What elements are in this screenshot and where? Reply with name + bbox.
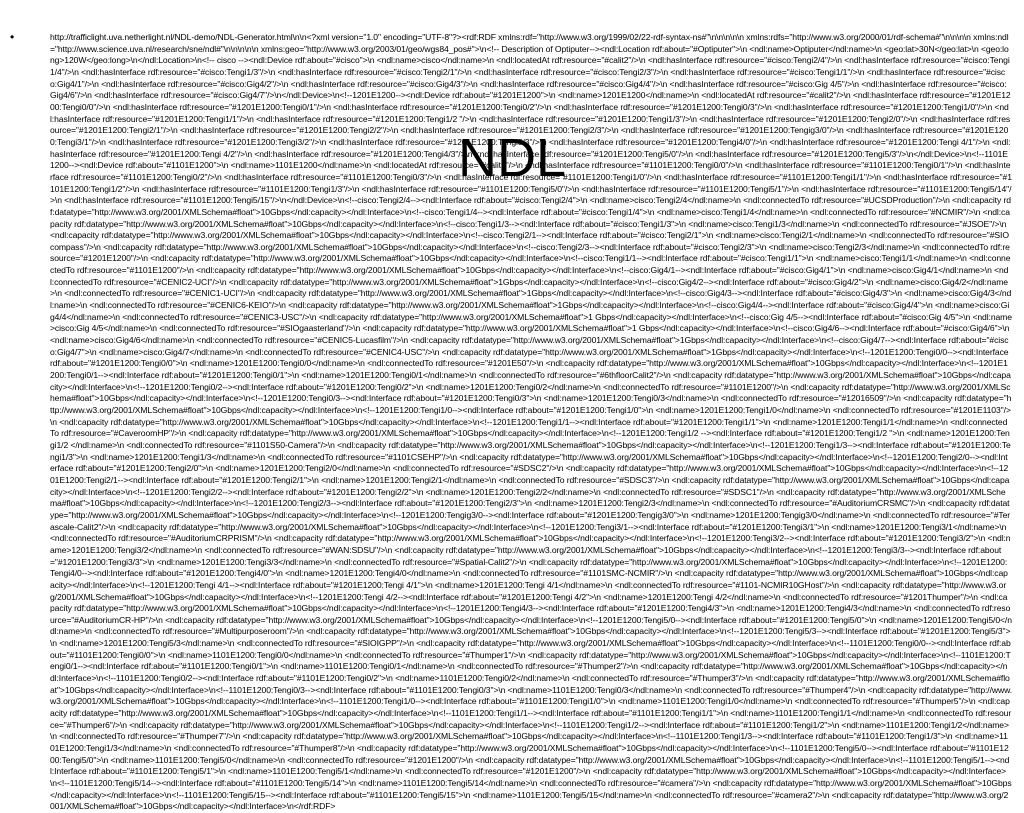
slide-title: NDL [457, 128, 567, 188]
bullet-item [8, 32, 1012, 813]
ndl-rdf-listing: http://trafficlight.uva.netherlight.nl/NDL-demo/NDL-Generator.html\n\n<?xml version="1.0" encoding="UTF-8"?><rdf:RDF xmlns:rdf="http://www.w3.org/1999/02/22-rdf-syntax-ns#"\n\n\n\n\n xmlns:rdfs="http://www.w3.org/2000/01/rdf-schema#"\n\n\n\n xmlns:ndl="http://www.science.uva.nl/research/sne/ndl#"\n\n\n\n\n xmlns:geo="http://www.w3.org/2003/01/geo/wgs84_pos#">\n<!-- Description of Optiputer--><ndl:Location rdf:about="#Optiputer">\n <ndl:name>Optiputer</ndl:name>\n <geo:lat>30N</geo:lat>\n <geo:long>120W</geo:long>\n</ndl:Location>\n<!-- cisco --><ndl:Device rdf:about="#cisco">\n <ndl:name>cisco</ndl:name>\n <ndl:locatedAt rdf:resource="#calit2"/>\n <ndl:hasInterface rdf:resource="#cisco:Tengi2/4"/>\n <ndl:hasInterface rdf:resource="#cisco:Tengi1/4"/>\n <ndl:hasInterface rdf:resource="#cisco:Tengi1/3"/>\n <ndl:hasInterface rdf:resource="#cisco:Tengi2/1"/>\n <ndl:hasInterface rdf:resource="#cisco:Tengi2/3"/>\n <ndl:hasInterface rdf:resource="#cisco:Tengi1/1"/>\n <ndl:hasInterface rdf:resource="#cisco:Gig4/1"/>\n <ndl:hasInterface rdf:resource="#cisco:Gig4/2"/>\n <ndl:hasInterface rdf:resource="#cisco:Gig4/3"/>\n <ndl:hasInterface rdf:resource="#cisco:Gig4/4"/>\n <ndl:hasInterface rdf:resource="#cisco:Gig 4/5"/>\n <ndl:hasInterface rdf:resource="#cisco:Gig4/6"/>\n <ndl:hasInterface rdf:resource="#cisco:Gig4/7"/>\n</ndl:Device>\n<!--1201E1200--><ndl:Device rdf:about="#1201E1200">\n <ndl:name>1201E1200</ndl:name>\n <ndl:locatedAt rdf:resource="#calit2"/>\n <ndl:hasInterface rdf:resource="#1201E1200:Tengi0/0"/>\n <ndl:hasInterface rdf:resource="#1201E1200:Tengi0/1"/>\n <ndl:hasInterface rdf:resource="#1201E1200:Tengi0/2"/>\n <ndl:hasInterface rdf:resource="#1201E1200:Tengi0/3"/>\n <ndl:hasInterface rdf:resource="#1201E1200:Tengi1/0"/>\n <ndl:hasInterface rdf:resource="#1201E1200:Tengi1/1"/>\n <ndl:hasInterface rdf:resource="#1201E1200:Tengi1/2 "/>\n <ndl:hasInterface rdf:resource="#1201E1200:Tengi1/3"/>\n <ndl:hasInterface rdf:resource="#1201E1200:Tengi2/0"/>\n <ndl:hasInterface rdf:resource="#1201E1200:Tengi2/1"/>\n <ndl:hasInterface rdf:resource="#1201E1200:Tengi2/2"/>\n <ndl:hasInterface rdf:resource="#1201E1200:Tengi2/3"/>\n <ndl:hasInterface rdf:resource="#1201E1200:Tengig3/0"/>\n <ndl:hasInterface rdf:resource="#1201E1200:Tengi3/1"/>\n <ndl:hasInterface rdf:resource="#1201E1200:Tengi3/2"/>\n <ndl:hasInterface rdf:resource="#1201E1200:Tengi3/3"/>\n <ndl:hasInterface rdf:resource="#1201E1200:Tengi4/0"/>\n <ndl:hasInterface rdf:resource="#1201E1200:Tengi 4/1"/>\n <ndl:hasInterface rdf:resource="#1201E1200:Tengi 4/2"/>\n <ndl:hasInterface rdf:resource="#1201E1200:Tengi4/3"/>\n <ndl:hasInterface rdf:resource="#1201E1200:Tengi5/0"/>\n <ndl:hasInterface rdf:resource="#1201E1200:Tengi5/3"/>\n</ndl:Device>\n<!--1101E1200--><ndl:Device rdf:about="#1101E1200">\n <ndl:name>1101E1200</ndl:name>\n <ndl:locatedAt rdf:resource="#calit2"/>\n <ndl:hasInterface rdf:resource="#1101E1200:Tengi0/0"/>\n <ndl:hasInterface rdf:resource="#1101E1200:Tengi0/1"/>\n <ndl:hasInterface rdf:resource="#1101E1200:Tengi0/2"/>\n <ndl:hasInterface rdf:resource="#1101E1200:Tengi0/3"/>\n <ndl:hasInterface rdf:resource="#1101E1200:Tengi1/0"/>\n <ndl:hasInterface rdf:resource="#1101E1200:Tengi1/1"/>\n <ndl:hasInterface rdf:resource="#1101E1200:Tengi1/2"/>\n <ndl:hasInterface rdf:resource="#1101E1200:Tengi1/3"/>\n <ndl:hasInterface rdf:resource="#1101E1200:Tengi5/0"/>\n <ndl:hasInterface rdf:resource="#1101E1200:Tengi5/1"/>\n <ndl:hasInterface rdf:resource="#1101E1200:Tengi5/14"/>\n <ndl:hasInterface rdf:resource="#1101E1200:Tengi5/15"/>\n</ndl:Device>\n<!--cisco:Tengi2/4--><ndl:Interface rdf:about="#cisco:Tengi2/4">\n <ndl:name>cisco:Tengi2/4</ndl:name>\n <ndl:connectedTo rdf:resource="#UCSDProduction"/>\n <ndl:capacity rdf:datatype="http://www.w3.org/2001/XMLSchema#float">10Gbps</ndl:capacity></ndl:Interface>\n<!--cisco:Tengi1/4--><ndl:Interface rdf:about="#cisco:Tengi1/4">\n <ndl:name>cisco:Tengi1/4</ndl:name>\n <ndl:connectedTo rdf:resource="#NCMIR"/>\n <ndl:capacity rdf:datatype="http://www.w3.org/2001/XMLSchema#float">10Gbps</ndl:capacity></ndl:Interface>\n<!--cisco:Tengi1/3--><ndl:Interface rdf:about="#cisco:Tengi1/3">\n <ndl:name>cisco:Tengi1/3</ndl:name>\n <ndl:connectedTo rdf:resource="#JSOE"/>\n <ndl:capacity rdf:datatype="http://www.w3.org/2001/XMLSchema#float">10Gbps</ndl:capacity></ndl:Interface>\n<!--cisco:Tengi2/1--><ndl:Interface rdf:about="#cisco:Tengi2/1">\n <ndl:name>cisco:Tengi2/1</ndl:name>\n <ndl:connectedTo rdf:resource="#SIOcompass"/>\n <ndl:capacity rdf:datatype="http://www.w3.org/2001/XMLSchema#float">10Gbps</ndl:capacity></ndl:Interface>\n<!--cisco:Tengi2/3--><ndl:Interface rdf:about="#cisco:Tengi2/3">\n <ndl:name>cisco:Tengi2/3</ndl:name>\n <ndl:connectedTo rdf:resource="#1201E1200"/>\n <ndl:capacity rdf:datatype="http://www.w3.org/2001/XMLSchema#float">10Gbps</ndl:capacity></ndl:Interface>\n<!--cisco:Tengi1/1--><ndl:Interface rdf:about="#cisco:Tengi1/1">\n <ndl:name>cisco:Tengi1/1</ndl:name>\n <ndl:connectedTo rdf:resource="#1101E1200"/>\n <ndl:capacity rdf:datatype="http://www.w3.org/2001/XMLSchema#float">10Gbps</ndl:capacity></ndl:Interface>\n<!--cisco:Gig4/1--><ndl:Interface rdf:about="#cisco:Gig4/1">\n <ndl:name>cisco:Gig4/1</ndl:name>\n <ndl:connectedTo rdf:resource="#CENIC2-UCI"/>\n <ndl:capacity rdf:datatype="http://www.w3.org/2001/XMLSchema#float">1Gbps</ndl:capacity></ndl:Interface>\n<!--cisco:Gig4/2--><ndl:Interface rdf:about="#cisco:Gig4/2">\n <ndl:name>cisco:Gig4/2</ndl:name>\n <ndl:connectedTo rdf:resource="#CENIC1-UCI"/>\n <ndl:capacity rdf:datatype="http://www.w3.org/2001/XMLSchema#float">1Gbps</ndl:capacity></ndl:Interface>\n<!--cisco:Gig4/3--><ndl:Interface rdf:about="#cisco:Gig4/3">\n <ndl:name>cisco:Gig4/3</ndl:name>\n <ndl:connectedTo rdf:resource="#CENIC6-KEIO"/>\n <ndl:capacity rdf:datatype="http://www.w3.org/2001/XMLSchema#float">1Gbps</ndl:capacity></ndl:Interface>\n<!--cisco:Gig4/4--><ndl:Interface rdf:about="#cisco:Gig4/4">\n <ndl:name>cisco:Gig4/4</ndl:name>\n <ndl:connectedTo rdf:resource="#CENIC3-USC"/>\n <ndl:capacity rdf:datatype="http://www.w3.org/2001/XMLSchema#float">1 Gbps</ndl:capacity></ndl:Interface>\n<!--cisco:Gig 4/5--><ndl:Interface rdf:about="#cisco:Gig 4/5">\n <ndl:name>cisco:Gig 4/5</ndl:name>\n <ndl:connectedTo rdf:resource="#SIOgaasterland"/>\n <ndl:capacity rdf:datatype="http://www.w3.org/2001/XMLSchema#float">1 Gbps</ndl:capacity></ndl:Interface>\n<!--cisco:Gig4/6--><ndl:Interface rdf:about="#cisco:Gig4/6">\n <ndl:name>cisco:Gig4/6</ndl:name>\n <ndl:connectedTo rdf:resource="#CENIC5-Lucasfilm"/>\n <ndl:capacity rdf:datatype="http://www.w3.org/2001/XMLSchema#float">1Gbps</ndl:capacity></ndl:Interface>\n<!--cisco:Gig4/7--><ndl:Interface rdf:about="#cisco:Gig4/7">\n <ndl:name>cisco:Gig4/7</ndl:name>\n <ndl:connectedTo rdf:resource="#CENIC4-USC"/>\n <ndl:capacity rdf:datatype="http://www.w3.org/2001/XMLSchema#float">1Gbps</ndl:capacity></ndl:Interface>\n<!--1201E1200:Tengi0/0--><ndl:Interface rdf:about="#1201E1200:Tengi0/0">\n <ndl:name>1201E1200:Tengi0/0</ndl:name>\n <ndl:connectedTo rdf:resource="#1201E50"/>\n <ndl:capacity rdf:datatype="http://www.w3.org/2001/XMLSchema#float">10Gbps</ndl:capacity></ndl:Interface>\n<!--1201E1200:Tengi0/1--><ndl:Interface rdf:about="#1201E1200:Tengi0/1">\n <ndl:name>1201E1200:Tengi0/1</ndl:name>\n <ndl:connectedTo rdf:resource="#6thfloorCalit2"/>\n <ndl:capacity rdf:datatype="http://www.w3.org/2001/XMLSchema#float">10Gbps</ndl:capacity></ndl:Interface>\n<!--1201E1200:Tengi0/2--><ndl:Interface rdf:about="#1201E1200:Tengi0/2">\n <ndl:name>1201E1200:Tengi0/2</ndl:name>\n <ndl:connectedTo rdf:resource="#1101E1200"/>\n <ndl:capacity rdf:datatype="http://www.w3.org/2001/XMLSchema#float">10Gbps</ndl:capacity></ndl:Interface>\n<!--1201E1200:Tengi0/3--><ndl:Interface rdf:about="#1201E1200:Tengi0/3">\n <ndl:name>1201E1200:Tengi0/3</ndl:name>\n <ndl:connectedTo rdf:resource="#12016509"/>\n <ndl:capacity rdf:datatype="http://www.w3.org/2001/XMLSchema#float">10Gbps</ndl:capacity></ndl:Interface>\n<!--1201E1200:Tengi1/0--><ndl:Interface rdf:about="#1201E1200:Tengi1/0">\n <ndl:name>1201E1200:Tengi1/0</ndl:name>\n <ndl:connectedTo rdf:resource="#1201E1103"/>\n <ndl:capacity rdf:datatype="http://www.w3.org/2001/XMLSchema#float">10Gbps</ndl:capacity></ndl:Interface>\n<!--1201E1200:Tengi1/1--><ndl:Interface rdf:about="#1201E1200:Tengi1/1">\n <ndl:name>1201E1200:Tengi1/1</ndl:name>\n <ndl:connectedTo rdf:resource="#CaveroomHP"/>\n <ndl:capacity rdf:datatype="http://www.w3.org/2001/XMLSchema#float">10Gbps</ndl:capacity></ndl:Interface>\n<!--1201E1200:Tengi1/2 --><ndl:Interface rdf:about="#1201E1200:Tengi1/2 ">\n <ndl:name>1201E1200:Tengi1/2 </ndl:name>\n <ndl:connectedTo rdf:resource="#1101S50-Camera"/>\n <ndl:capacity rdf:datatype="http://www.w3.org/2001/XMLSchema#float">10Gbps</ndl:capacity></ndl:Interface>\n<!--1201E1200:Tengi1/3--><ndl:Interface rdf:about="#1201E1200:Tengi1/3">\n <ndl:name>1201E1200:Tengi1/3</ndl:name>\n <ndl:connectedTo rdf:resource="#1101CSEHP"/>\n <ndl:capacity rdf:datatype="http://www.w3.org/2001/XMLSchema#float">10Gbps</ndl:capacity></ndl:Interface>\n<!--1201E1200:Tengi2/0--><ndl:Interface rdf:about="#1201E1200:Tengi2/0">\n <ndl:name>1201E1200:Tengi2/0</ndl:name>\n <ndl:connectedTo rdf:resource="#SDSC2"/>\n <ndl:capacity rdf:datatype="http://www.w3.org/2001/XMLSchema#float">10Gbps</ndl:capacity></ndl:Interface>\n<!--1201E1200:Tengi2/1--><ndl:Interface rdf:about="#1201E1200:Tengi2/1">\n <ndl:name>1201E1200:Tengi2/1</ndl:name>\n <ndl:connectedTo rdf:resource="#SDSC3"/>\n <ndl:capacity rdf:datatype="http://www.w3.org/2001/XMLSchema#float">10Gbps</ndl:capacity></ndl:Interface>\n<!--1201E1200:Tengi2/2--><ndl:Interface rdf:about="#1201E1200:Tengi2/2">\n <ndl:name>1201E1200:Tengi2/2</ndl:name>\n <ndl:connectedTo rdf:resource="#SDSC1"/>\n <ndl:capacity rdf:datatype="http://www.w3.org/2001/XMLSchema#float">10Gbps</ndl:capacity></ndl:Interface>\n<!--1201E1200:Tengi2/3--><ndl:Interface rdf:about="#1201E1200:Tengi2/3">\n <ndl:name>1201E1200:Tengi2/3</ndl:name>\n <ndl:connectedTo rdf:resource="#AuditoriumCRSMC"/>\n <ndl:capacity rdf:datatype="http://www.w3.org/2001/XMLSchema#float">10Gbps</ndl:capacity></ndl:Interface>\n<!--1201E1200:Tengig3/0--><ndl:Interface rdf:about="#1201E1200:Tengig3/0">\n <ndl:name>1201E1200:Tengig3/0</ndl:name>\n <ndl:connectedTo rdf:resource="#Terascale-Calit2"/>\n <ndl:capacity rdf:datatype="http://www.w3.org/2001/XMLSchema#float">10Gbps</ndl:capacity></ndl:Interface>\n<!--1201E1200:Tengi3/1--><ndl:Interface rdf:about="#1201E1200:Tengi3/1">\n <ndl:name>1201E1200:Tengi3/1</ndl:name>\n <ndl:connectedTo rdf:resource="#AuditoriumCRPRISM"/>\n <ndl:capacity rdf:datatype="http://www.w3.org/2001/XMLSchema#float">10Gbps</ndl:capacity></ndl:Interface>\n<!--1201E1200:Tengi3/2--><ndl:Interface rdf:about="#1201E1200:Tengi3/2">\n <ndl:name>1201E1200:Tengi3/2</ndl:name>\n <ndl:connectedTo rdf:resource="#WAN:SDSU"/>\n <ndl:capacity rdf:datatype="http://www.w3.org/2001/XMLSchema#float">10Gbps</ndl:capacity></ndl:Interface>\n<!--1201E1200:Tengi3/3--><ndl:Interface rdf:about="#1201E1200:Tengi3/3">\n <ndl:name>1201E1200:Tengi3/3</ndl:name>\n <ndl:connectedTo rdf:resource="#Spatial-Calit2"/>\n <ndl:capacity rdf:datatype="http://www.w3.org/2001/XMLSchema#float">10Gbps</ndl:capacity></ndl:Interface>\n<!--1201E1200:Tengi4/0--><ndl:Interface rdf:about="#1201E1200:Tengi4/0">\n <ndl:name>1201E1200:Tengi4/0</ndl:name>\n <ndl:connectedTo rdf:resource="#1101SMC-NCMIR"/>\n <ndl:capacity rdf:datatype="http://www.w3.org/2001/XMLSchema#float">10Gbps</ndl:capacity></ndl:Interface>\n<!--1201E1200:Tengi 4/1--><ndl:Interface rdf:about="#1201E1200:Tengi 4/1">\n <ndl:name>1201E1200:Tengi 4/1</ndl:name>\n <ndl:connectedTo rdf:resource="#1101-NCMIR10GHost"/>\n <ndl:capacity rdf:datatype="http://www.w3.org/2001/XMLSchema#float">10Gbps</ndl:capacity></ndl:Interface>\n<!--1201E1200:Tengi 4/2--><ndl:Interface rdf:about="#1201E1200:Tengi 4/2">\n <ndl:name>1201E1200:Tengi 4/2</ndl:name>\n <ndl:connectedTo rdf:resource="#1201Thumper"/>\n <ndl:capacity rdf:datatype="http://www.w3.org/2001/XMLSchema#float">10Gbps</ndl:capacity></ndl:Interface>\n<!--1201E1200:Tengi4/3--><ndl:Interface rdf:about="#1201E1200:Tengi4/3">\n <ndl:name>1201E1200:Tengi4/3</ndl:name>\n <ndl:connectedTo rdf:resource="#AuditoriumCR-HP"/>\n <ndl:capacity rdf:datatype="http://www.w3.org/2001/XMLSchema#float">10Gbps</ndl:capacity></ndl:Interface>\n<!--1201E1200:Tengi5/0--><ndl:Interface rdf:about="#1201E1200:Tengi5/0">\n <ndl:name>1201E1200:Tengi5/0</ndl:name>\n <ndl:connectedTo rdf:resource="#Multipurposeroom"/>\n <ndl:capacity rdf:datatype="http://www.w3.org/2001/XMLSchema#float">10Gbps</ndl:capacity></ndl:Interface>\n<!--1201E1200:Tengi5/3--><ndl:Interface rdf:about="#1201E1200:Tengi5/3">\n <ndl:name>1201E1200:Tengi5/3</ndl:name>\n <ndl:connectedTo rdf:resource="#SIOIGPP"/>\n <ndl:capacity rdf:datatype="http://www.w3.org/2001/XMLSchema#float">10Gbps</ndl:capacity></ndl:Interface>\n<!--1101E1200:Tengi0/0--><ndl:Interface rdf:about="#1101E1200:Tengi0/0">\n <ndl:name>1101E1200:Tengi0/0</ndl:name>\n <ndl:connectedTo rdf:resource="#Thumper1"/>\n <ndl:capacity rdf:datatype="http://www.w3.org/2001/XMLSchema#float">10Gbps</ndl:capacity></ndl:Interface>\n<!--1101E1200:Tengi0/1--><ndl:Interface rdf:about="#1101E1200:Tengi0/1">\n <ndl:name>1101E1200:Tengi0/1</ndl:name>\n <ndl:connectedTo rdf:resource="#Thumper2"/>\n <ndl:capacity rdf:datatype="http://www.w3.org/2001/XMLSchema#float">10Gbps</ndl:capacity></ndl:Interface>\n<!--1101E1200:Tengi0/2--><ndl:Interface rdf:about="#1101E1200:Tengi0/2">\n <ndl:name>1101E1200:Tengi0/2</ndl:name>\n <ndl:connectedTo rdf:resource="#Thumper3"/>\n <ndl:capacity rdf:datatype="http://www.w3.org/2001/XMLSchema#float">10Gbps</ndl:capacity></ndl:Interface>\n<!--1101E1200:Tengi0/3--><ndl:Interface rdf:about="#1101E1200:Tengi0/3">\n <ndl:name>1101E1200:Tengi0/3</ndl:name>\n <ndl:connectedTo rdf:resource="#Thumper4"/>\n <ndl:capacity rdf:datatype="http://www.w3.org/2001/XMLSchema#float">10Gbps</ndl:capacity></ndl:Interface>\n<!--1101E1200:Tengi1/0--><ndl:Interface rdf:about="#1101E1200:Tengi1/0">\n <ndl:name>1101E1200:Tengi1/0</ndl:name>\n <ndl:connectedTo rdf:resource="#Thumper5"/>\n <ndl:capacity rdf:datatype="http://www.w3.org/2001/XMLSchema#float">10Gbps</ndl:capacity></ndl:Interface>\n<!--1101E1200:Tengi1/1--><ndl:Interface rdf:about="#1101E1200:Tengi1/1">\n <ndl:name>1101E1200:Tengi1/1</ndl:name>\n <ndl:connectedTo rdf:resource="#Thumper6"/>\n <ndl:capacity rdf:datatype="http://www.w3.org/2001/XMLSchema#float">10Gbps</ndl:capacity></ndl:Interface>\n<!--1101E1200:Tengi1/2--><ndl:Interface rdf:about="#1101E1200:Tengi1/2">\n <ndl:name>1101E1200:Tengi1/2</ndl:name>\n <ndl:connectedTo rdf:resource="#Thumper7"/>\n <ndl:capacity rdf:datatype="http://www.w3.org/2001/XMLSchema#float">10Gbps</ndl:capacity></ndl:Interface>\n<!--1101E1200:Tengi1/3--><ndl:Interface rdf:about="#1101E1200:Tengi1/3">\n <ndl:name>1101E1200:Tengi1/3</ndl:name>\n <ndl:connectedTo rdf:resource="#Thumper8"/>\n <ndl:capacity rdf:datatype="http://www.w3.org/2001/XMLSchema#float">10Gbps</ndl:capacity></ndl:Interface>\n<!--1101E1200:Tengi5/0--><ndl:Interface rdf:about="#1101E1200:Tengi5/0">\n <ndl:name>1101E1200:Tengi5/0</ndl:name>\n <ndl:connectedTo rdf:resource="#1201E1200"/>\n <ndl:capacity rdf:datatype="http://www.w3.org/2001/XMLSchema#float">10Gbps</ndl:capacity></ndl:Interface>\n<!--1101E1200:Tengi5/1--><ndl:Interface rdf:about="#1101E1200:Tengi5/1">\n <ndl:name>1101E1200:Tengi5/1</ndl:name>\n <ndl:connectedTo rdf:resource="#1201E1200"/>\n <ndl:capacity rdf:datatype="http://www.w3.org/2001/XMLSchema#float">10Gbps</ndl:capacity></ndl:Interface>\n<!--1101E1200:Tengi5/14--><ndl:Interface rdf:about="#1101E1200:Tengi5/14">\n <ndl:name>1101E1200:Tengi5/14</ndl:name>\n <ndl:connectedTo rdf:resource="#camera"/>\n <ndl:capacity rdf:datatype="http://www.w3.org/2001/XMLSchema#float">10Gbps</ndl:capacity></ndl:Interface>\n<!--1101E1200:Tengi5/15--><ndl:Interface rdf:about="#1101E1200:Tengi5/15">\n <ndl:name>1101E1200:Tengi5/15</ndl:name>\n <ndl:connectedTo rdf:resource="#camera2"/>\n <ndl:capacity rdf:datatype="http://www.w3.org/2001/XMLSchema#float">10Gbps</ndl:capacity></ndl:Interface>\n</rdf:RDF> [50, 32, 1012, 812]
bullet-icon: • [10, 30, 15, 44]
slide-body [8, 30, 1012, 812]
